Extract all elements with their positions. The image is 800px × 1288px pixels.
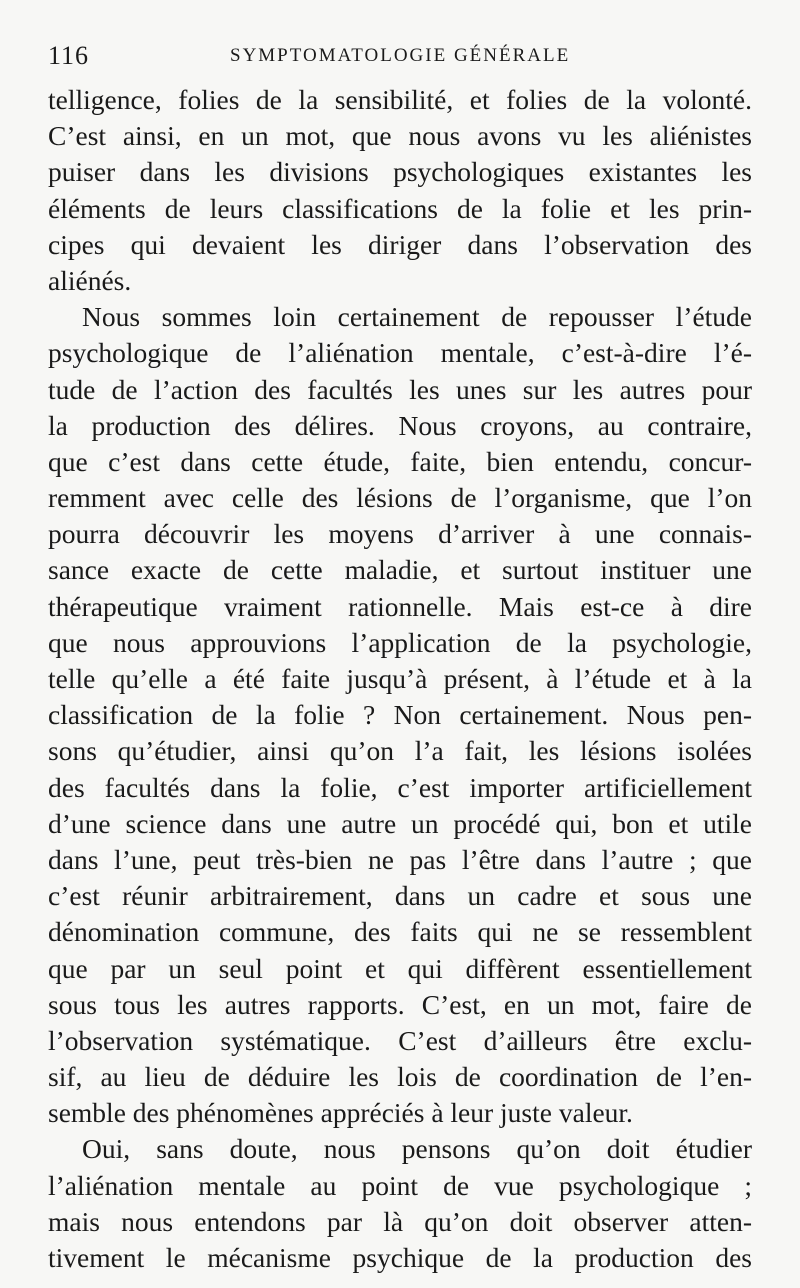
text-line: semble des phénomènes appréciés à leur juste valeur. <box>48 1097 633 1129</box>
body-text <box>48 82 752 1276</box>
page-number: 116 <box>48 41 90 70</box>
text-line: dans l’une, peut très-bien ne pas l’être dans l’autre ; que <box>48 843 752 875</box>
text-line: pourra découvrir les moyens d’arriver à une connais- <box>48 518 752 550</box>
text-line: tude de l’action des facultés les unes sur les autres pour <box>48 373 752 405</box>
text-line: c’est réunir arbitrairement, dans un cadre et sous une <box>48 880 752 912</box>
text-line: dénomination commune, des faits qui ne se ressemblent <box>48 916 752 948</box>
text-line: l’aliénation mentale au point de vue psychologique ; <box>48 1169 752 1201</box>
text-line: remment avec celle des lésions de l’organisme, que l’on <box>48 482 752 514</box>
text-line: mais nous entendons par là qu’on doit observer atten- <box>48 1205 752 1237</box>
text-line: psychologique de l’aliénation mentale, c’est-à-dire l’é- <box>48 337 752 369</box>
text-line: sance exacte de cette maladie, et surtout instituer une <box>48 554 752 586</box>
text-line: C’est ainsi, en un mot, que nous avons vu les aliénistes <box>48 120 752 152</box>
text-line: la production des délires. Nous croyons, au contraire, <box>48 409 752 441</box>
paragraph-start-line: Nous sommes loin certainement de repousser l’étude <box>82 301 752 333</box>
text-line: telle qu’elle a été faite jusqu’à présent, à l’étude et à la <box>48 663 752 694</box>
text-line: d’une science dans une autre un procédé qui, bon et utile <box>48 807 752 839</box>
running-head <box>48 40 752 72</box>
text-line: que par un seul point et qui diffèrent essentiellement <box>48 952 752 984</box>
paragraph-start-line: Oui, sans doute, nous pensons qu’on doit étudier <box>82 1133 752 1165</box>
text-line: sons qu’étudier, ainsi qu’on l’a fait, les lésions isolées <box>48 735 752 767</box>
text-line: que nous approuvions l’application de la psychologie, <box>48 626 752 658</box>
text-line: des facultés dans la folie, c’est importer artificiellement <box>48 771 752 803</box>
running-title: SYMPTOMATOLOGIE GÉNÉRALE <box>230 45 571 66</box>
text-line: sous tous les autres rapports. C’est, en un mot, faire de <box>48 988 752 1020</box>
text-line: tivement le mécanisme psychique de la production des <box>48 1242 752 1273</box>
text-line: classification de la folie ? Non certainement. Nous pen- <box>48 699 752 731</box>
text-line: que c’est dans cette étude, faite, bien entendu, concur- <box>48 445 752 477</box>
text-line: telligence, folies de la sensibilité, et folies de la volonté. <box>48 84 752 115</box>
text-line: l’observation systématique. C’est d’ailleurs être exclu- <box>48 1024 752 1056</box>
text-line: cipes qui devaient les diriger dans l’observation des <box>48 228 752 260</box>
text-line: éléments de leurs classifications de la folie et les prin- <box>48 192 752 224</box>
text-line: sif, au lieu de déduire les lois de coordination de l’en- <box>48 1061 752 1093</box>
text-line: thérapeutique vraiment rationnelle. Mais est-ce à dire <box>48 590 752 622</box>
text-line: puiser dans les divisions psychologiques existantes les <box>48 156 752 188</box>
text-line: aliénés. <box>48 264 132 296</box>
